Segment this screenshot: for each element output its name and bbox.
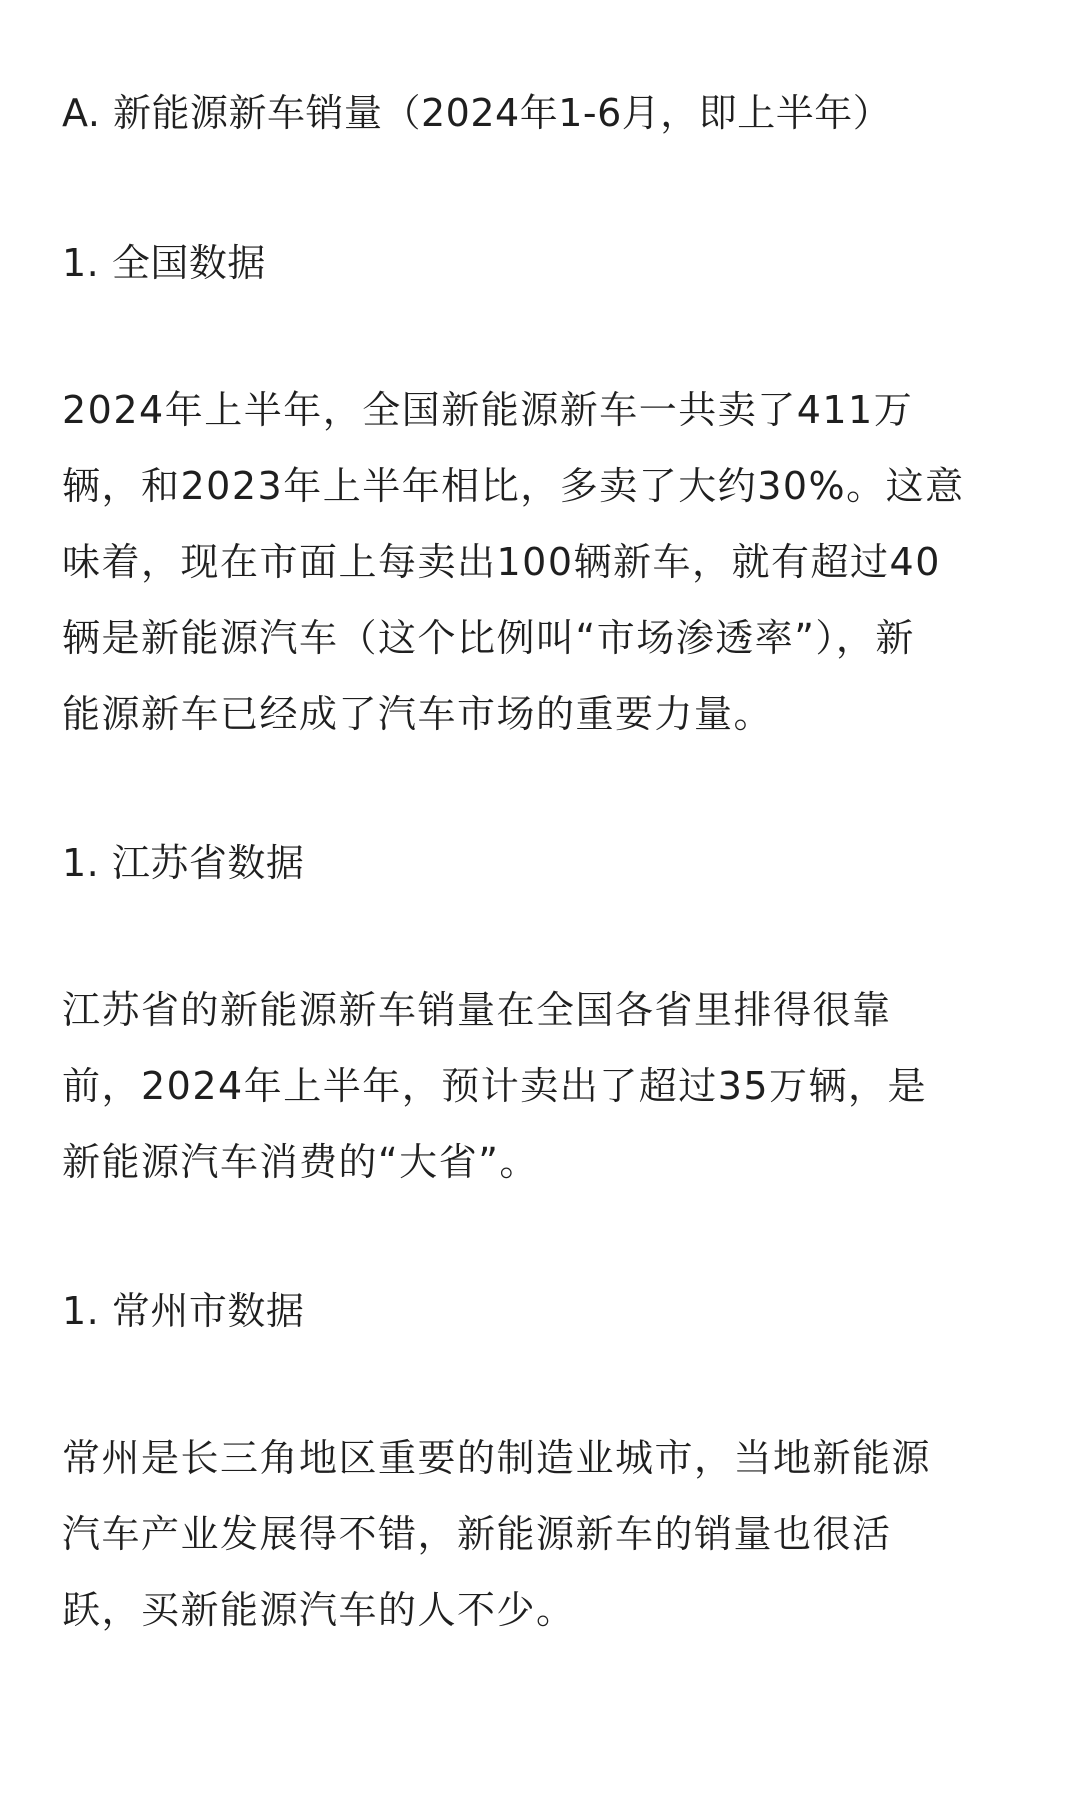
paragraph-line: 味着，现在市面上每卖出100辆新车，就有超过40 [62, 540, 941, 584]
heading-changzhou-data: 1. 常州市数据 [62, 1289, 305, 1333]
heading-national-data: 1. 全国数据 [62, 241, 266, 285]
section-title: A. 新能源新车销量（2024年1-6月，即上半年） [62, 91, 892, 135]
paragraph-line: 2024年上半年，全国新能源新车一共卖了411万 [62, 388, 914, 432]
paragraph-line: 前，2024年上半年，预计卖出了超过35万辆，是 [62, 1064, 928, 1108]
paragraph-line: 常州是长三角地区重要的制造业城市，当地新能源 [62, 1436, 932, 1480]
paragraph-line: 跃，买新能源汽车的人不少。 [62, 1588, 576, 1632]
paragraph-jiangsu [62, 972, 1022, 1200]
paragraph-line: 新能源汽车消费的“大省”。 [62, 1140, 539, 1184]
paragraph-line: 江苏省的新能源新车销量在全国各省里排得很靠 [62, 988, 892, 1032]
paragraph-national [62, 372, 1022, 752]
article [62, 0, 1022, 1800]
paragraph-line: 汽车产业发展得不错，新能源新车的销量也很活 [62, 1512, 892, 1556]
paragraph-changzhou [62, 1420, 1022, 1648]
paragraph-line: 辆是新能源汽车（这个比例叫“市场渗透率”），新 [62, 616, 915, 660]
paragraph-line: 能源新车已经成了汽车市场的重要力量。 [62, 692, 774, 736]
paragraph-line: 辆，和2023年上半年相比，多卖了大约30%。这意 [62, 464, 965, 508]
heading-jiangsu-data: 1. 江苏省数据 [62, 841, 305, 885]
